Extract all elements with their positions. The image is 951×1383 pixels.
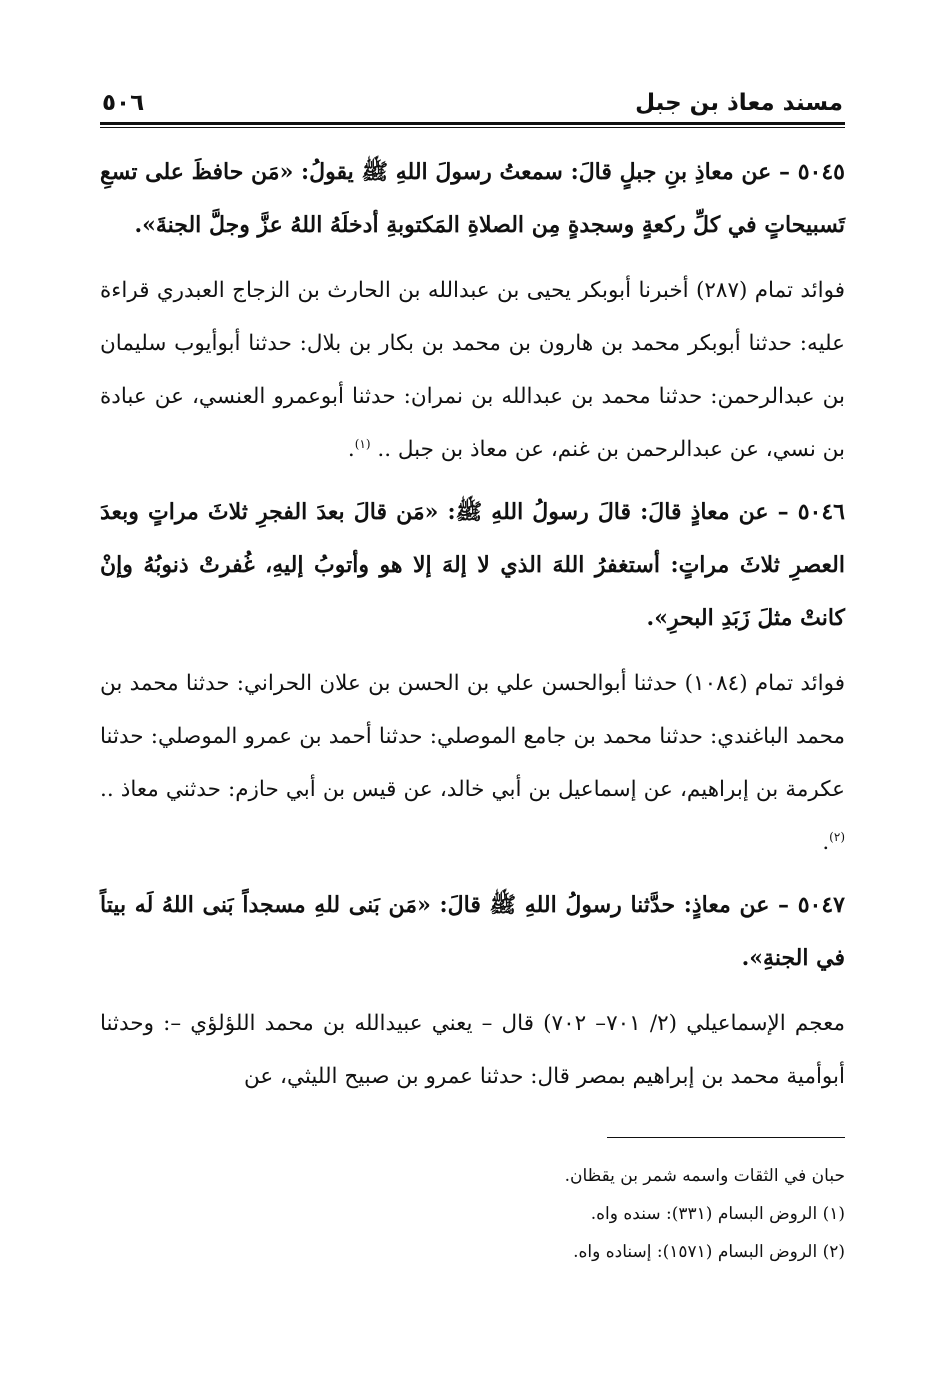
hadith-5045 — [100, 146, 845, 252]
source-text: فوائد تمام (٢٨٧) أخبرنا أبوبكر يحيى بن عبدالله بن الحارث بن الزجاج العبدري قراءة عليه: حدثنا أبوبكر محمد بن هارون بن محمد بن بكار بن بلال: حدثنا أبوأيوب سليمان بن عبدالرحمن: حدثنا محمد بن عبدالله بن نمران: حدثنا أبوعمرو العنسي، عن عبادة بن نسي، عن عبدالرحمن بن غنم، عن معاذ بن جبل .. — [100, 278, 845, 462]
page-number: ٥٠٦ — [102, 90, 145, 116]
header-rule-thin — [100, 127, 845, 128]
footnote-2: (٢) الروض البسام (١٥٧١): إسناده واه. — [573, 1242, 845, 1262]
footnote-continuation: حبان في الثقات واسمه شمر بن يقظان. — [564, 1166, 845, 1186]
book-page — [100, 78, 845, 1113]
hadith-text: عن معاذٍ قالَ: قالَ رسولُ اللهِ ﷺ: «مَن قالَ بعدَ الفجرِ ثلاثَ مراتٍ وبعدَ العصرِ ثلاثَ مراتٍ: أستغفرُ اللهَ الذي لا إلهَ إلا هو وأتوبُ إليهِ، غُفرتْ ذنوبُهُ وإنْ كانتْ مثلَ زَبَدِ البحرِ». — [100, 499, 845, 631]
hadith-text: عن معاذِ بنِ جبلٍ قالَ: سمعتُ رسولَ اللهِ ﷺ يقولُ: «مَن حافظَ على تسعِ تَسبيحاتٍ في كلِّ ركعةٍ وسجدةٍ مِن الصلاةِ المَكتوبةِ أدخلَهُ اللهُ عزَّ وجلَّ الجنةَ». — [100, 159, 845, 238]
footnote-1: (١) الروض البسام (٣٣١): سنده واه. — [590, 1204, 845, 1224]
source-5047 — [100, 997, 845, 1103]
hadith-number: ٥٠٤٥ – — [779, 159, 845, 185]
footnote-separator — [607, 1137, 845, 1138]
header-rule-thick — [100, 122, 845, 125]
source-text: فوائد تمام (١٠٨٤) حدثنا أبوالحسن علي بن الحسن بن علان الحراني: حدثنا محمد بن محمد الباغندي: حدثنا محمد بن جامع الموصلي: حدثنا أحمد بن عمرو الموصلي: حدثنا عكرمة بن إبراهيم، عن إسماعيل بن أبي خالد، عن قيس بن أبي حازم: حدثني معاذ .. — [100, 671, 845, 802]
hadith-5047 — [100, 879, 845, 985]
source-text: معجم الإسماعيلي (٢/ ٧٠١– ٧٠٢) قال – يعني عبيدالله بن محمد اللؤلؤي –: وحدثنا أبوأمية محمد بن إبراهيم بمصر قال: حدثنا عمرو بن صبيح الليثي، عن — [100, 1011, 845, 1089]
footnote-ref[interactable]: (١) — [354, 436, 371, 451]
hadith-number: ٥٠٤٦ – — [777, 499, 845, 525]
running-title: مسند معاذ بن جبل — [635, 90, 843, 116]
page-header — [100, 78, 845, 116]
hadith-number: ٥٠٤٧ – — [778, 892, 845, 918]
source-5045: فوائد تمام (٢٨٧) أخبرنا أبوبكر يحيى بن عبدالله بن الحارث بن الزجاج العبدري قراءة عليه: حدثنا أبوبكر محمد بن هارون بن محمد بن بكار بن بلال: حدثنا أبوأيوب سليمان بن عبدالرحمن: حدثنا محمد بن عبدالله بن نمران: حدثنا أبوعمرو العنسي، عن عبادة بن نسي، عن عبدالرحمن بن غنم، عن معاذ بن جبل .. $^{(١)}$. — [100, 278, 845, 462]
footnotes — [100, 1157, 845, 1271]
source-5046: فوائد تمام (١٠٨٤) حدثنا أبوالحسن علي بن الحسن بن علان الحراني: حدثنا محمد بن محمد الباغندي: حدثنا محمد بن جامع الموصلي: حدثنا أحمد بن عمرو الموصلي: حدثنا عكرمة بن إبراهيم، عن إسماعيل بن أبي خالد، عن قيس بن أبي حازم: حدثني معاذ .. $^{(٢)}$. — [100, 671, 845, 855]
hadith-text: عن معاذٍ: حدَّثنا رسولُ اللهِ ﷺ قالَ: «مَن بَنى للهِ مسجداً بَنى اللهُ لَه بيتاً في الجنةِ». — [100, 892, 845, 971]
main-text — [100, 146, 845, 1103]
footnote-ref[interactable]: (٢) — [829, 829, 845, 844]
hadith-5046 — [100, 486, 845, 645]
